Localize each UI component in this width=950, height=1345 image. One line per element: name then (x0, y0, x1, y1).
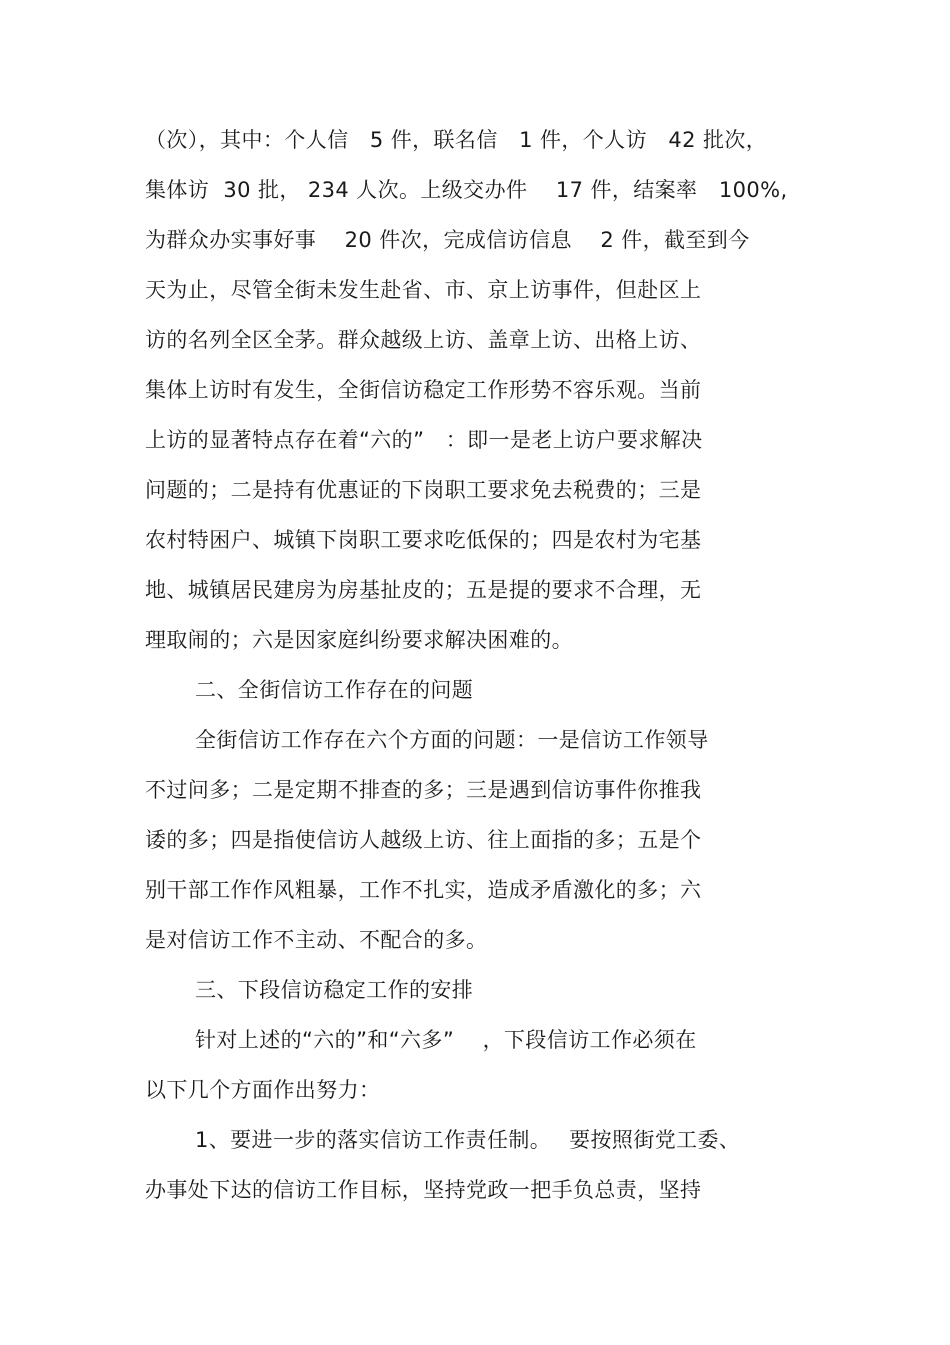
paragraph-first-line: 针对上述的“六的”和“六多” ，下段信访工作必须在 (195, 1028, 697, 1052)
text-line: 集体上访时有发生，全街信访稳定工作形势不容乐观。当前 (145, 378, 702, 402)
text-line: 不过问多；二是定期不排查的多；三是遇到信访事件你推我 (145, 778, 702, 802)
text-line: 地、城镇居民建房为房基扯皮的；五是提的要求不合理，无 (145, 578, 702, 602)
text-line: 以下几个方面作出努力： (145, 1078, 381, 1102)
text-line: 访的名列全区全茅。群众越级上访、盖章上访、出格上访、 (145, 328, 702, 352)
text-line: 办事处下达的信访工作目标，坚持党政一把手负总责，坚持 (145, 1178, 702, 1202)
section-heading-2: 二、全街信访工作存在的问题 (195, 678, 474, 702)
text-line: （次），其中：个人信 5 件，联名信 1 件，个人访 42 批次， (145, 128, 768, 152)
section-heading-3: 三、下段信访稳定工作的安排 (195, 978, 474, 1002)
text-line: 上访的显著特点存在着“六的” ：即一是老上访户要求解决 (145, 428, 703, 452)
text-line: 别干部工作作风粗暴，工作不扎实，造成矛盾激化的多；六 (145, 878, 702, 902)
numbered-item-1: 1、要进一步的落实信访工作责任制。 要按照街党工委、 (195, 1128, 741, 1152)
paragraph-first-line: 全街信访工作存在六个方面的问题：一是信访工作领导 (195, 728, 709, 752)
text-line: 农村特困户、城镇下岗职工要求吃低保的；四是农村为宅基 (145, 528, 702, 552)
text-line: 诿的多；四是指使信访人越级上访、往上面指的多；五是个 (145, 828, 702, 852)
text-line: 是对信访工作不主动、不配合的多。 (145, 928, 488, 952)
text-line: 为群众办实事好事 20 件次，完成信访信息 2 件，截至到今 (145, 228, 750, 252)
text-line: 问题的；二是持有优惠证的下岗职工要求免去税费的；三是 (145, 478, 702, 502)
text-line: 理取闹的；六是因家庭纠纷要求解决困难的。 (145, 628, 573, 652)
text-line: 天为止，尽管全街未发生赴省、市、京上访事件，但赴区上 (145, 278, 702, 302)
text-line: 集体访 30 批， 234 人次。上级交办件 17 件，结案率 100%, (145, 178, 788, 202)
